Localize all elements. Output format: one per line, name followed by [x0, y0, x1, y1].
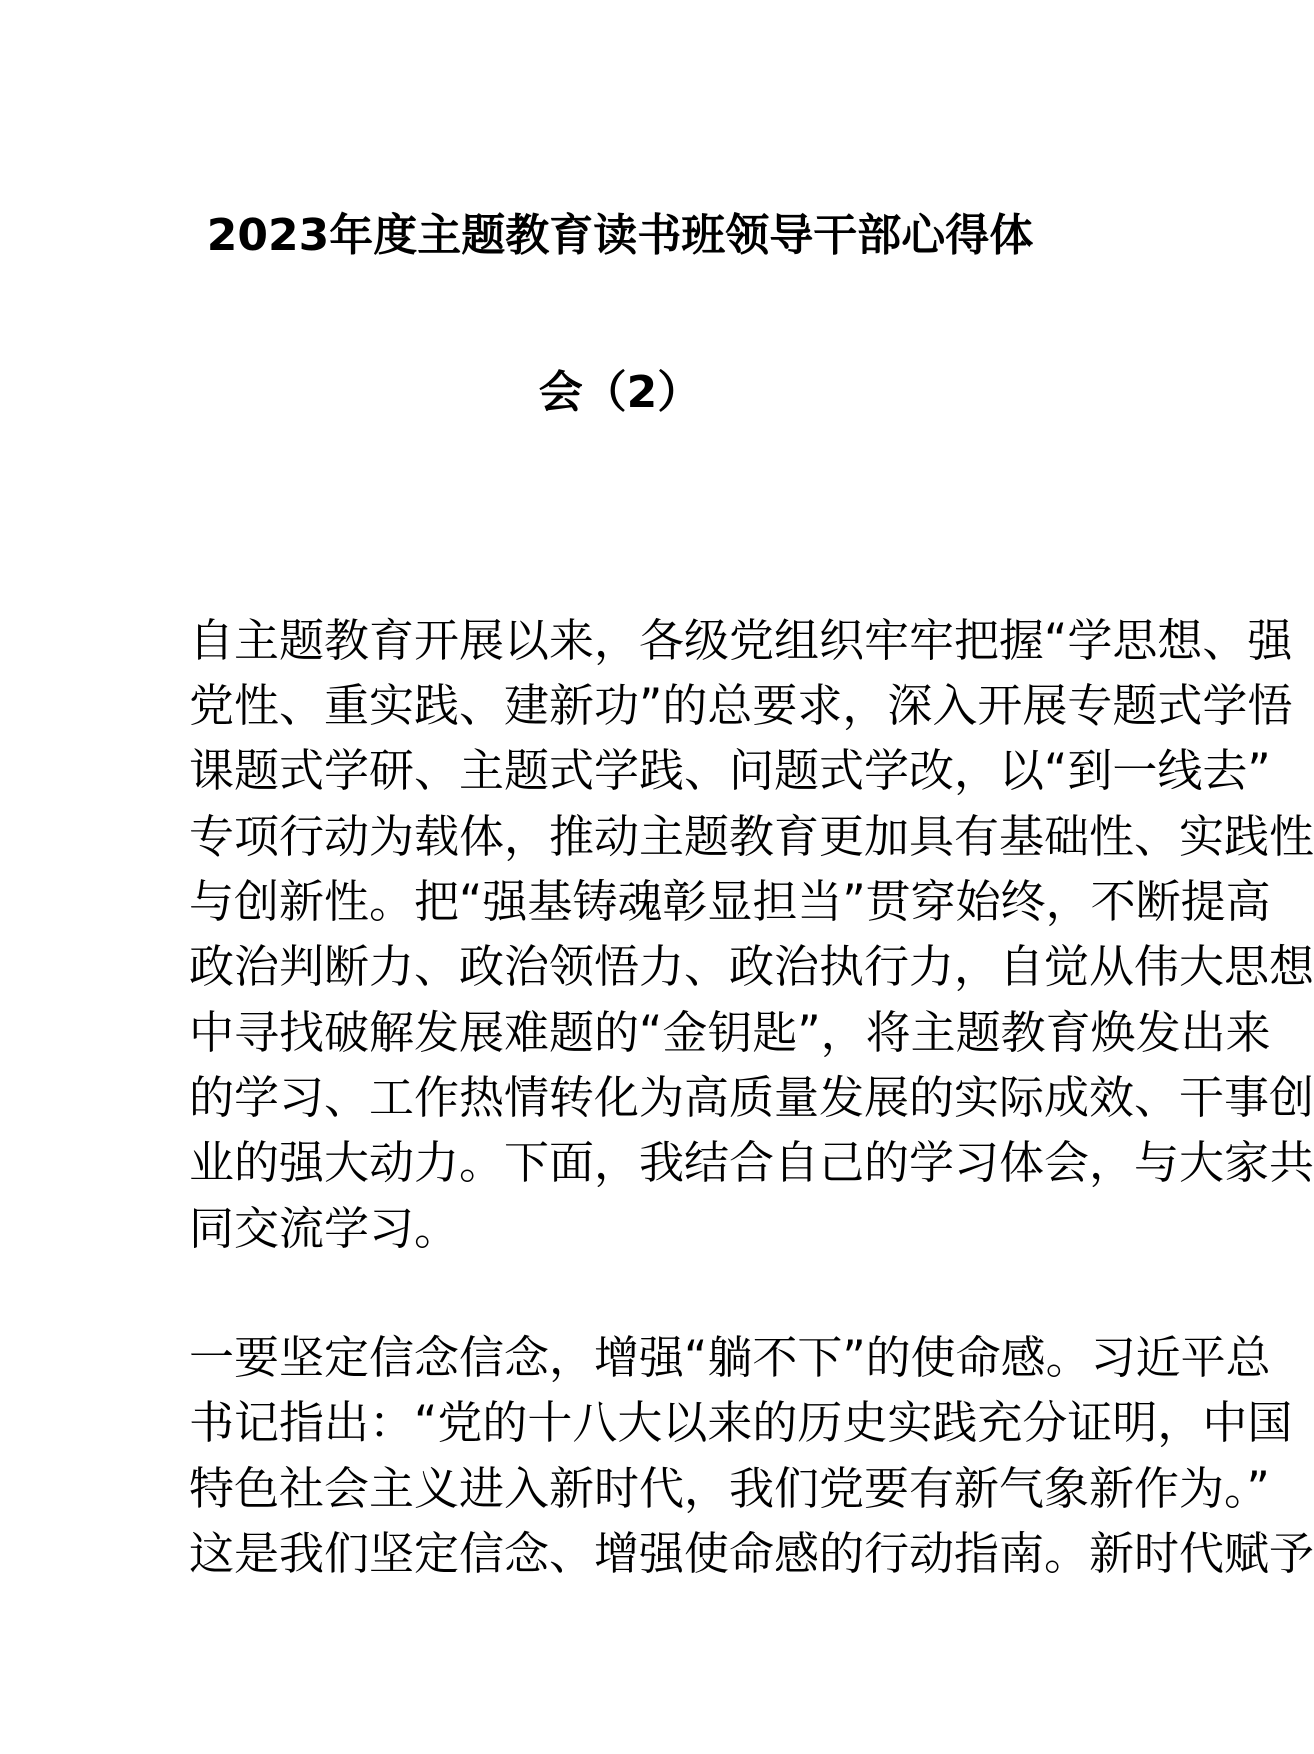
text-line: 这是我们坚定信念、增强使命感的行动指南。新时代赋予 [189, 1527, 1314, 1580]
document-title-line-2: 会（2） [538, 367, 702, 418]
text-line: 特色社会主义进入新时代，我们党要有新气象新作为。” [189, 1462, 1270, 1515]
text-line: 课题式学研、主题式学践、问题式学改，以“到一线去” [189, 744, 1271, 797]
document-title-line-1: 2023年度主题教育读书班领导干部心得体 [206, 210, 1034, 261]
text-line: 党性、重实践、建新功”的总要求，深入开展专题式学悟 [189, 679, 1293, 732]
text-line: 书记指出：“党的十八大以来的历史实践充分证明，中国 [189, 1396, 1293, 1449]
text-line: 与创新性。把“强基铸魂彰显担当”贯穿始终，不断提高 [189, 875, 1271, 928]
text-line: 政治判断力、政治领悟力、政治执行力，自觉从伟大思想 [189, 940, 1314, 993]
text-line: 专项行动为载体，推动主题教育更加具有基础性、实践性 [189, 810, 1314, 863]
text-line: 自主题教育开展以来，各级党组织牢牢把握“学思想、强 [189, 614, 1293, 667]
text-line: 同交流学习。 [189, 1202, 460, 1255]
text-line: 一要坚定信念信念，增强“躺不下”的使命感。习近平总 [189, 1331, 1271, 1384]
text-line: 的学习、工作热情转化为高质量发展的实际成效、干事创 [189, 1071, 1314, 1124]
text-line: 业的强大动力。下面，我结合自己的学习体会，与大家共 [189, 1136, 1314, 1189]
text-line: 中寻找破解发展难题的“金钥匙”，将主题教育焕发出来 [189, 1006, 1271, 1059]
